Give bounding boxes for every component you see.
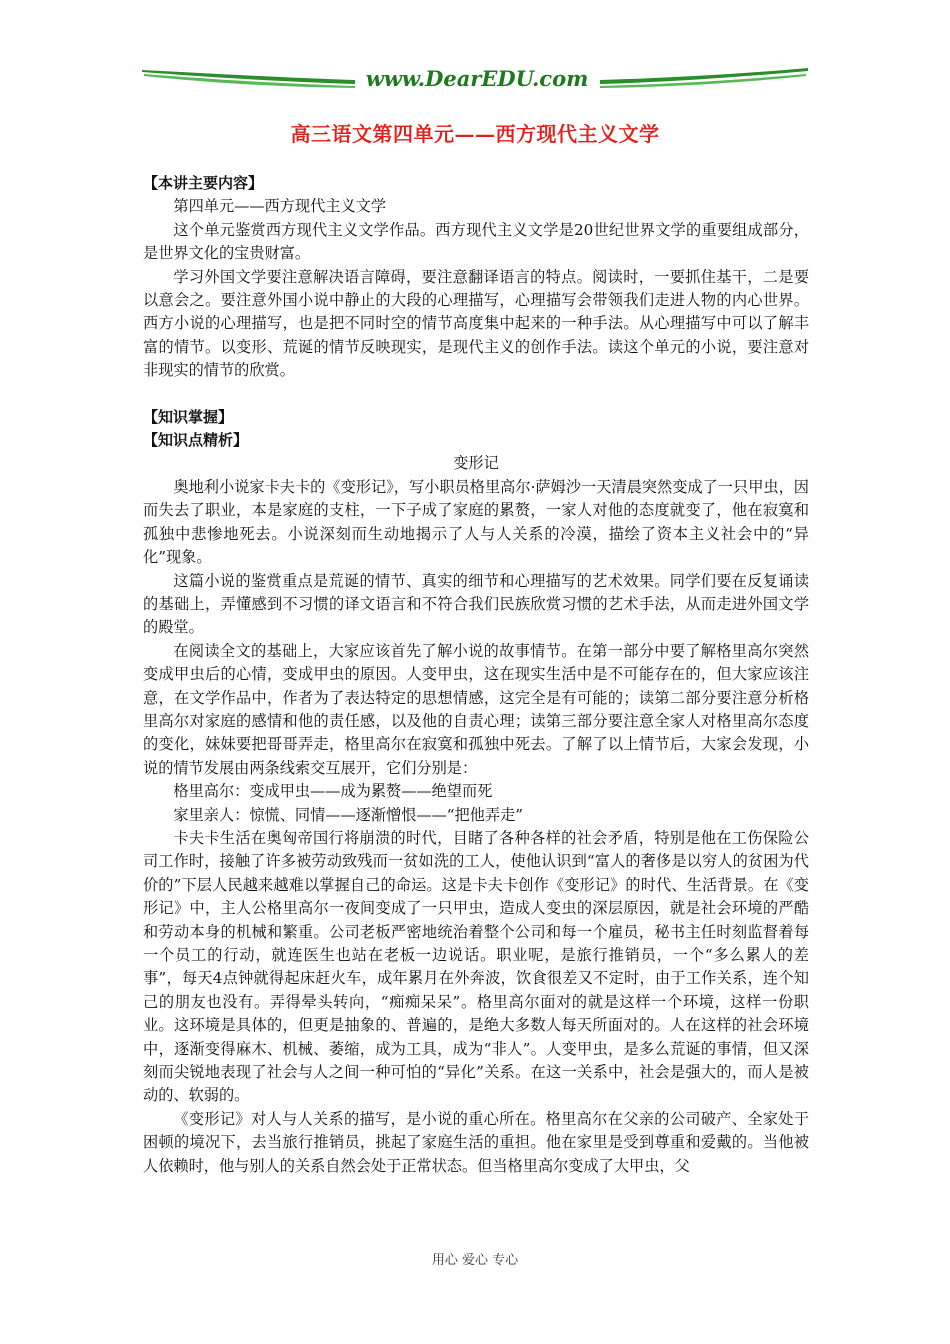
page-title: 高三语文第四单元——西方现代主义文学 [290,122,660,146]
paragraph: 这篇小说的鉴赏重点是荒诞的情节、真实的细节和心理描写的艺术效果。同学们要在反复诵读的基础上，弄懂感到不习惯的译文语言和不符合我们民族欣赏习惯的艺术手法，从而走进外国文学的殿堂。 [143,571,809,637]
paragraph: 格里高尔：变成甲虫——成为累赘——绝望而死 [173,782,493,801]
paragraph: 家里亲人：惊慌、同情——逐渐憎恨——“把他弄走” [173,805,524,824]
page-footer: 用心 爱心 专心 [431,1253,519,1268]
section-heading-analysis: 【知识点精析】 [143,431,249,450]
section-heading-knowledge: 【知识掌握】 [143,407,234,426]
paragraph: 卡夫卡生活在奥匈帝国行将崩溃的时代，目睹了各种各样的社会矛盾，特别是他在工伤保险公司工作时，接触了许多被劳动致残而一贫如洗的工人，使他认识到“富人的奢侈是以穷人的贫困为代价的”下层人民越来越难以掌握自己的命运。这是卡夫卡创作《变形记》的时代、生活背景。在《变形记》中，主人公格里高尔一夜间变成了一只甲虫，造成人变虫的深层原因，就是社会环境的严酷和劳动本身的机械和繁重。公司老板严密地统治着整个公司和每一个雇员，秘书主任时刻监督着每一个员工的行动，就连医生也站在老板一边说话。职业呢，是旅行推销员，一个“多么累人的差事”，每天4点钟就得起床赶火车，成年累月在外奔波，饮食很差又不定时，由于工作关系，连个知己的朋友也没有。弄得晕头转向，“痴痴呆呆”。格里高尔面对的就是这样一个环境，这样一份职业。这环境是具体的，但更是抽象的、普遍的，是绝大多数人每天所面对的。人在这样的社会环境中，逐渐变得麻木、机械、萎缩，成为工具，成为“非人”。人变甲虫，是多么荒诞的事情，但又深刻而尖锐地表现了社会与人之间一种可怕的“异化”关系。在这一关系中，社会是强大的，而人是被动的、软弱的。 [143,828,809,1105]
paragraph: 这个单元鉴赏西方现代主义文学作品。西方现代主义文学是20世纪世界文学的重要组成部分，是世界文化的宝贵财富。 [143,220,809,263]
site-banner [140,62,810,96]
section-heading-main-content: 【本讲主要内容】 [143,174,264,192]
site-name: www.DearEDU.com [365,66,589,91]
paragraph: 第四单元——西方现代主义文学 [173,197,387,216]
paragraph: 《变形记》对人与人关系的描写，是小说的重心所在。格里高尔在父亲的公司破产、全家处于困顿的境况下，去当旅行推销员，挑起了家庭生活的重担。他在家里是受到尊重和爱戴的。当他被人依赖时，他与别人的关系自然会处于正常状态。但当格里高尔变成了大甲虫，父 [143,1109,809,1175]
article-subtitle: 变形记 [453,454,499,473]
document-body [143,172,809,1178]
banner-swoosh-icon [140,62,810,96]
paragraph: 奥地利小说家卡夫卡的《变形记》，写小职员格里高尔·萨姆沙一天清晨突然变成了一只甲虫，因而失去了职业，本是家庭的支柱，一下子成了家庭的累赘，一家人对他的态度就变了，他在寂寞和孤独中悲惨地死去。小说深刻而生动地揭示了人与人关系的冷漠，描绘了资本主义社会中的“异化”现象。 [143,477,809,567]
paragraph: 在阅读全文的基础上，大家应该首先了解小说的故事情节。在第一部分中要了解格里高尔突然变成甲虫后的心情，变成甲虫的原因。人变甲虫，这在现实生活中是不可能存在的，但大家应该注意，在文学作品中，作者为了表达特定的思想情感，这完全是有可能的；读第二部分要注意分析格里高尔对家庭的感情和他的责任感，以及他的自责心理；读第三部分要注意全家人对格里高尔态度的变化，妹妹要把哥哥弄走，格里高尔在寂寞和孤独中死去。了解了以上情节后，大家会发现，小说的情节发展由两条线索交互展开，它们分别是： [143,641,809,777]
paragraph: 学习外国文学要注意解决语言障碍，要注意翻译语言的特点。阅读时，一要抓住基干，二是要以意会之。要注意外国小说中静止的大段的心理描写，心理描写会带领我们走进人物的内心世界。西方小说的心理描写，也是把不同时空的情节高度集中起来的一种手法。从心理描写中可以了解丰富的情节。以变形、荒诞的情节反映现实，是现代主义的创作手法。读这个单元的小说，要注意对非现实的情节的欣赏。 [143,267,809,380]
